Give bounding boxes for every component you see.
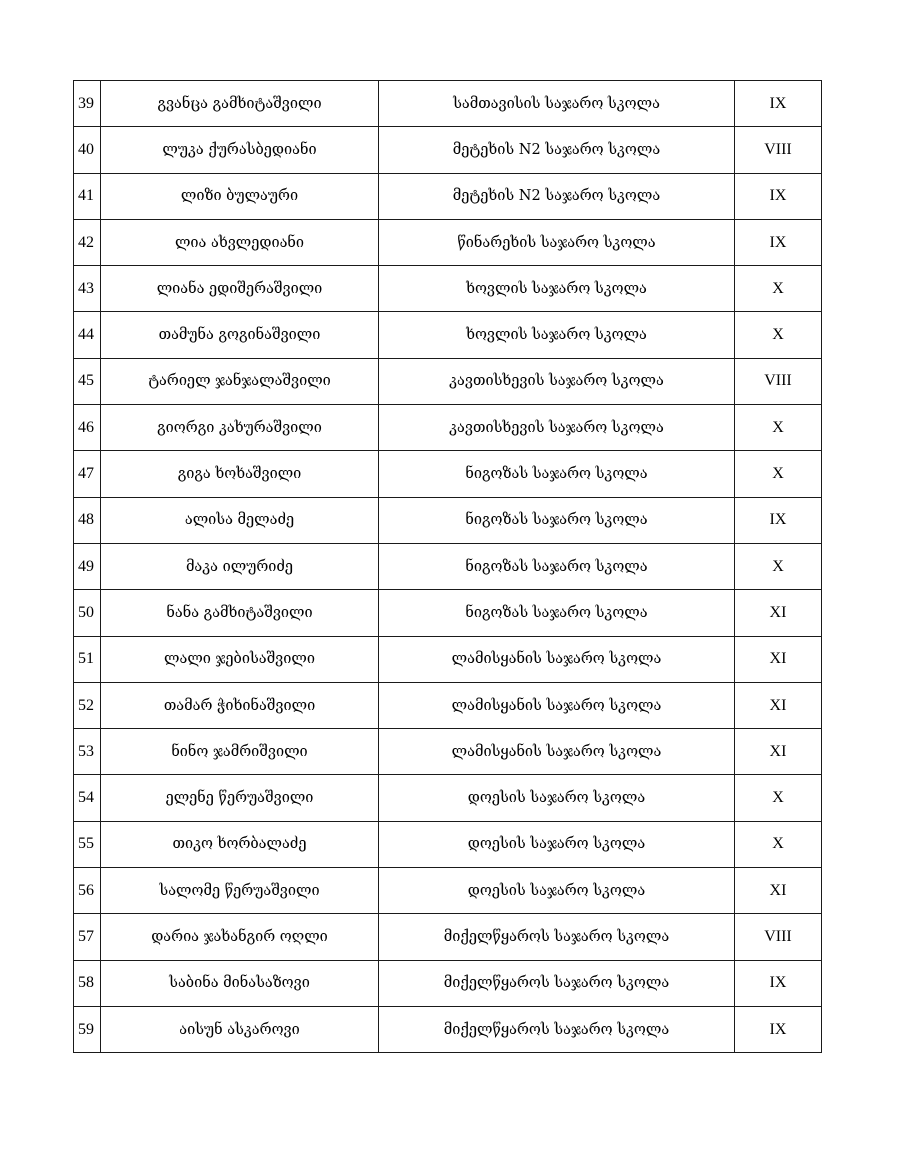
table-row [74,914,822,960]
participants-table-body [74,81,822,1053]
table-row [74,543,822,589]
student-name-cell: დარია ჯახანგირ ოღლი [101,914,379,960]
student-name-cell: ალისა მელაძე [101,497,379,543]
student-name-cell: ლუკა ქურასბედიანი [101,127,379,173]
grade-cell: X [735,775,822,821]
table-row [74,636,822,682]
row-number-cell: 49 [74,543,101,589]
student-name-cell: თიკო ხორბალაძე [101,821,379,867]
student-name-cell: ელენე წერუაშვილი [101,775,379,821]
school-name-cell: დოესის საჯარო სკოლა [379,821,735,867]
table-row [74,497,822,543]
grade-cell: IX [735,960,822,1006]
row-number-cell: 53 [74,729,101,775]
table-row [74,451,822,497]
school-name-cell: ლამისყანის საჯარო სკოლა [379,636,735,682]
table-row [74,81,822,127]
grade-cell: IX [735,497,822,543]
grade-cell: X [735,405,822,451]
table-row [74,266,822,312]
student-name-cell: ტარიელ ჯანჯალაშვილი [101,358,379,404]
school-name-cell: კავთისხევის საჯარო სკოლა [379,358,735,404]
grade-cell: XI [735,729,822,775]
school-name-cell: მიქელწყაროს საჯარო სკოლა [379,914,735,960]
row-number-cell: 57 [74,914,101,960]
table-row [74,868,822,914]
grade-cell: VIII [735,358,822,404]
school-name-cell: ნიგოზას საჯარო სკოლა [379,497,735,543]
row-number-cell: 44 [74,312,101,358]
grade-cell: X [735,821,822,867]
school-name-cell: დოესის საჯარო სკოლა [379,775,735,821]
table-row [74,173,822,219]
table-row [74,682,822,728]
grade-cell: XI [735,682,822,728]
row-number-cell: 41 [74,173,101,219]
school-name-cell: სამთავისის საჯარო სკოლა [379,81,735,127]
school-name-cell: მეტეხის N2 საჯარო სკოლა [379,173,735,219]
table-row [74,358,822,404]
row-number-cell: 42 [74,219,101,265]
table-row [74,405,822,451]
school-name-cell: მიქელწყაროს საჯარო სკოლა [379,1006,735,1052]
grade-cell: VIII [735,127,822,173]
table-row [74,127,822,173]
row-number-cell: 46 [74,405,101,451]
student-name-cell: საბინა მინასაზოვი [101,960,379,1006]
school-name-cell: ნიგოზას საჯარო სკოლა [379,451,735,497]
table-row [74,1006,822,1052]
grade-cell: X [735,451,822,497]
grade-cell: X [735,543,822,589]
grade-cell: X [735,266,822,312]
student-name-cell: ნინო ჯამრიშვილი [101,729,379,775]
student-name-cell: ლიანა ედიშერაშვილი [101,266,379,312]
school-name-cell: ლამისყანის საჯარო სკოლა [379,729,735,775]
grade-cell: X [735,312,822,358]
row-number-cell: 43 [74,266,101,312]
school-name-cell: ნიგოზას საჯარო სკოლა [379,543,735,589]
row-number-cell: 52 [74,682,101,728]
student-name-cell: გვანცა გამხიტაშვილი [101,81,379,127]
table-row [74,821,822,867]
student-name-cell: ნანა გამხიტაშვილი [101,590,379,636]
student-name-cell: მაკა ილურიძე [101,543,379,589]
grade-cell: XI [735,590,822,636]
table-row [74,219,822,265]
row-number-cell: 54 [74,775,101,821]
table-row [74,775,822,821]
school-name-cell: კავთისხევის საჯარო სკოლა [379,405,735,451]
school-name-cell: ხოვლის საჯარო სკოლა [379,266,735,312]
row-number-cell: 48 [74,497,101,543]
school-name-cell: მიქელწყაროს საჯარო სკოლა [379,960,735,1006]
student-name-cell: ლიზი ბულაური [101,173,379,219]
table-row [74,590,822,636]
row-number-cell: 50 [74,590,101,636]
school-name-cell: წინარეხის საჯარო სკოლა [379,219,735,265]
table-row [74,960,822,1006]
row-number-cell: 59 [74,1006,101,1052]
student-name-cell: თამუნა გოგინაშვილი [101,312,379,358]
row-number-cell: 56 [74,868,101,914]
student-name-cell: სალომე წერუაშვილი [101,868,379,914]
row-number-cell: 55 [74,821,101,867]
row-number-cell: 45 [74,358,101,404]
table-row [74,312,822,358]
row-number-cell: 40 [74,127,101,173]
student-name-cell: ლალი ჯებისაშვილი [101,636,379,682]
school-name-cell: ხოვლის საჯარო სკოლა [379,312,735,358]
student-name-cell: გიგა ხოხაშვილი [101,451,379,497]
school-name-cell: დოესის საჯარო სკოლა [379,868,735,914]
school-name-cell: ნიგოზას საჯარო სკოლა [379,590,735,636]
participants-table [73,80,822,1053]
school-name-cell: ლამისყანის საჯარო სკოლა [379,682,735,728]
school-name-cell: მეტეხის N2 საჯარო სკოლა [379,127,735,173]
grade-cell: IX [735,173,822,219]
grade-cell: VIII [735,914,822,960]
grade-cell: IX [735,1006,822,1052]
student-name-cell: ლია ახვლედიანი [101,219,379,265]
table-row [74,729,822,775]
student-name-cell: თამარ ჭიხინაშვილი [101,682,379,728]
row-number-cell: 39 [74,81,101,127]
row-number-cell: 47 [74,451,101,497]
grade-cell: XI [735,636,822,682]
grade-cell: IX [735,219,822,265]
row-number-cell: 58 [74,960,101,1006]
grade-cell: IX [735,81,822,127]
grade-cell: XI [735,868,822,914]
row-number-cell: 51 [74,636,101,682]
student-name-cell: აისუნ ასკაროვი [101,1006,379,1052]
student-name-cell: გიორგი კახურაშვილი [101,405,379,451]
